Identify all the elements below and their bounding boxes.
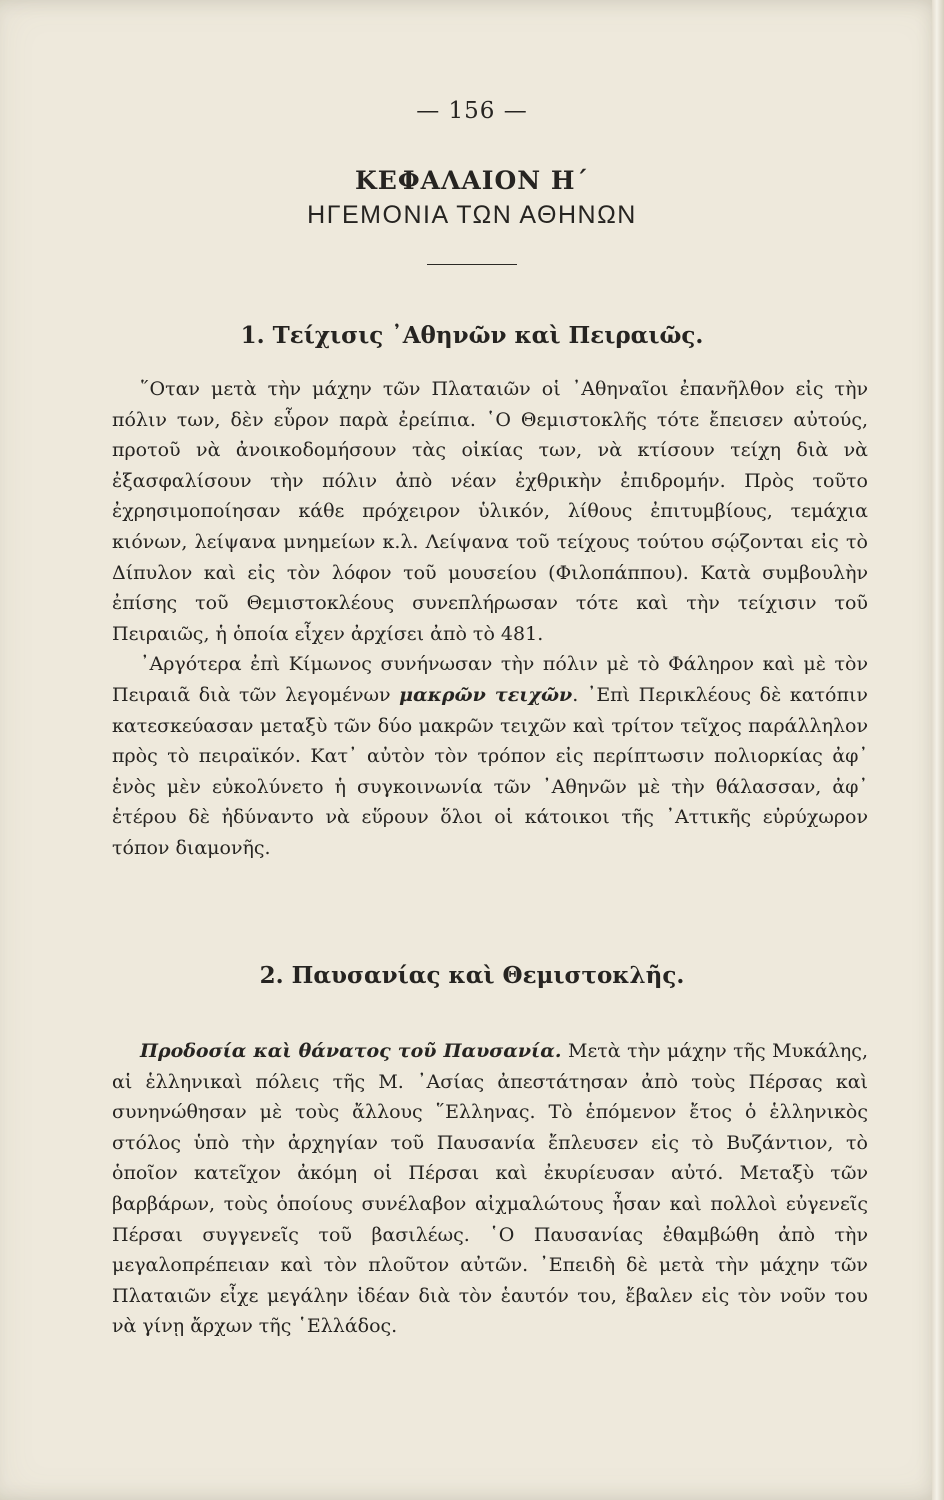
chapter-label: ΚΕΦΑΛΑΙΟΝ Η΄ [355, 166, 589, 195]
page-header [0, 98, 944, 265]
section-1-heading: 1. Τείχισις ᾿Αθηνῶν καὶ Πειραιῶς. [240, 322, 704, 349]
section-2-paragraph [112, 1036, 868, 1342]
section-2-heading: 2. Παυσανίας καὶ Θεμιστοκλῆς. [259, 962, 685, 989]
paragraph-lead: Προδοσία καὶ θάνατος τοῦ Παυσανία. [140, 1040, 562, 1062]
emphasized-term: μακρῶν τειχῶν [399, 683, 573, 706]
section-2-body [112, 1036, 868, 1342]
paragraph-2-text-start: ᾿Αργότερα ἐπὶ Κίμωνος συνήνωσαν τὴν πόλιν μὲ τὸ Φάληρον καὶ μὲ τὸν Πειραιᾶ διὰ τῶν λεγομένων [112, 653, 868, 706]
paragraph-text: Μετὰ τὴν μάχην τῆς Μυκάλης, αἱ ἑλληνικαὶ πόλεις τῆς Μ. ᾿Ασίας ἀπεστάτησαν ἀπὸ τοὺς Πέρσας καὶ συνηνώθησαν μὲ τοὺς ἄλλους ῞Ελληνας. Τὸ ἑπόμενον ἔτος ὁ ἑλληνικὸς στόλος ὑπὸ τὴν ἀρχηγίαν τοῦ Παυσανία ἔπλευσεν εἰς τὸ Βυζάντιον, τὸ ὁποῖον κατεῖχον ἀκόμη οἱ Πέρσαι καὶ ἐκυρίευσαν αὐτό. Μεταξὺ τῶν βαρβάρων, τοὺς ὁποίους συνέλαβον αἰχμαλώτους ἦσαν καὶ πολλοὶ εὐγενεῖς Πέρσαι συγγενεῖς τοῦ βασιλέως. ῾Ο Παυσανίας ἐθαμβώθη ἀπὸ τὴν μεγαλοπρέπειαν καὶ τὸν πλοῦτον αὐτῶν. ᾿Επειδὴ δὲ μετὰ τὴν μάχην τῶν Πλαταιῶν εἶχε μεγάλην ἰδέαν διὰ τὸν ἑαυτόν του, ἔβαλεν εἰς τὸν νοῦν του νὰ γίνῃ ἄρχων τῆς ῾Ελλάδος. [112, 1040, 868, 1338]
section-1-paragraph-1: ῞Οταν μετὰ τὴν μάχην τῶν Πλαταιῶν οἱ ᾿Αθηναῖοι ἐπανῆλθον εἰς τὴν πόλιν των, δὲν εὗρον παρὰ ἐρείπια. ῾Ο Θεμιστοκλῆς τότε ἔπεισεν αὐτούς, προτοῦ νὰ ἀνοικοδομήσουν τὰς οἰκίας των, νὰ κτίσουν τείχη διὰ νὰ ἐξασφαλίσουν τὴν πόλιν ἀπὸ νέαν ἐχθρικὴν ἐπιδρομήν. Πρὸς τοῦτο ἐχρησιμοποίησαν κάθε πρόχειρον ὑλικόν, λίθους ἐπιτυμβίους, τεμάχια κιόνων, λείψανα μνημείων κ.λ. Λείψανα τοῦ τείχους τούτου σῴζονται εἰς τὸ Δίπυλον καὶ εἰς τὸν λόφον τοῦ μουσείου (Φιλοπάππου). Κατὰ συμβουλὴν ἐπίσης τοῦ Θεμιστοκλέους συνεπλήρωσαν τότε καὶ τὴν τείχισιν τοῦ Πειραιῶς, ἡ ὁποία εἶχεν ἀρχίσει ἀπὸ τὸ 481. [112, 378, 868, 645]
divider-rule [427, 264, 517, 265]
section-1-paragraph-2 [112, 649, 868, 863]
section-1-body [112, 374, 868, 864]
chapter-title: ΗΓΕΜΟΝΙΑ ΤΩΝ ΑΘΗΝΩΝ [307, 201, 637, 229]
paragraph-2-text-end: . ᾿Επὶ Περικλέους δὲ κατόπιν κατεσκεύασαν μεταξὺ τῶν δύο μακρῶν τειχῶν καὶ τρίτον τεῖχος παράλληλον πρὸς τὸ πειραϊκόν. Κατ᾿ αὐτὸν τὸν τρόπον εἰς περίπτωσιν πολιορκίας ἀφ᾿ ἑνὸς μὲν εὐκολύνετο ἡ συγκοινωνία τῶν ᾿Αθηνῶν μὲ τὴν θάλασσαν, ἀφ᾿ ἑτέρου δὲ ἠδύναντο νὰ εὕρουν ὅλοι οἱ κάτοικοι τῆς ᾿Αττικῆς εὐρύχωρον τόπον διαμονῆς. [112, 683, 868, 859]
page-number: — 156 — [416, 98, 528, 124]
